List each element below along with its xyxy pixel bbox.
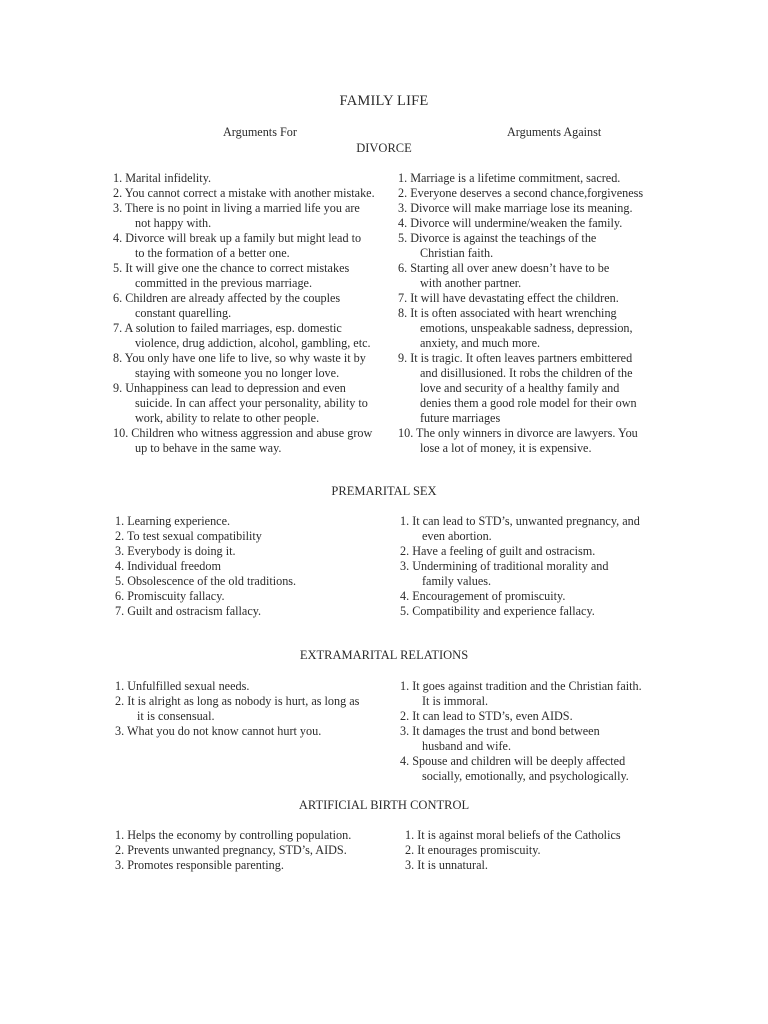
argument-item [398,231,643,261]
argument-item [113,171,375,186]
argument-text: 1. Unfulfilled sexual needs. [115,679,250,693]
argument-item [400,544,640,559]
argument-text: 2. Everyone deserves a second chance,forgiveness [398,186,644,200]
argument-item [113,426,375,456]
argument-continuation: anxiety, and much more. [420,336,541,350]
argument-text: 3. Promotes responsible parenting. [115,858,284,872]
argument-text: 3. There is no point in living a married life you are [113,201,360,215]
argument-item [398,306,643,351]
argument-text: 4. Divorce will undermine/weaken the family. [398,216,623,230]
argument-text: 2. It can lead to STD’s, even AIDS. [400,709,573,723]
argument-item [115,858,351,873]
argument-text: 2. It is alright as long as nobody is hurt, as long as [115,694,360,708]
argument-continuation: socially, emotionally, and psychologically. [422,769,629,783]
argument-text: 10. Children who witness aggression and abuse grow [113,426,373,440]
premarital-for-list [115,514,296,619]
argument-text: 7. It will have devastating effect the children. [398,291,619,305]
argument-item [400,514,640,544]
argument-text: 9. It is tragic. It often leaves partners embittered [398,351,633,365]
argument-continuation: family values. [422,574,492,588]
argument-text: 1. Helps the economy by controlling population. [115,828,352,842]
argument-continuation: husband and wife. [422,739,512,753]
section-title-premarital-sex: PREMARITAL SEX [331,484,437,498]
argument-continuation: It is immoral. [422,694,489,708]
argument-text: 2. You cannot correct a mistake with another mistake. [113,186,375,200]
argument-item [115,559,296,574]
argument-continuation: lose a lot of money, it is expensive. [420,441,592,455]
extramarital-for-list [115,679,359,739]
argument-text: 1. Marital infidelity. [113,171,212,185]
argument-continuation: emotions, unspeakable sadness, depression, [420,321,633,335]
argument-text: 1. It is against moral beliefs of the Catholics [405,828,621,842]
argument-item [113,321,375,351]
argument-continuation: work, ability to relate to other people. [135,411,320,425]
argument-item [398,216,643,231]
argument-item [400,679,642,709]
argument-item [398,426,643,456]
argument-text: 4. Individual freedom [115,559,221,573]
page-title: FAMILY LIFE [339,93,429,109]
argument-item [405,858,621,873]
argument-text: 7. A solution to failed marriages, esp. domestic [113,321,342,335]
argument-item [113,351,375,381]
argument-item [115,828,351,843]
argument-text: 7. Guilt and ostracism fallacy. [115,604,262,618]
argument-continuation: denies them a good role model for their own [420,396,637,410]
section-title-divorce: DIVORCE [356,141,412,155]
birth-control-for-list [115,828,351,873]
argument-item [398,351,643,426]
section-title-extramarital: EXTRAMARITAL RELATIONS [299,648,469,662]
argument-item [113,231,375,261]
argument-continuation: it is consensual. [137,709,215,723]
column-header-against: Arguments Against [507,125,602,139]
argument-item [115,724,359,739]
argument-item [398,201,643,216]
argument-text: 2. Have a feeling of guilt and ostracism. [400,544,596,558]
argument-continuation: even abortion. [422,529,492,543]
argument-item [400,724,642,754]
argument-text: 5. It will give one the chance to correct mistakes [113,261,350,275]
section-title-birth-control: ARTIFICIAL BIRTH CONTROL [298,798,470,812]
argument-item [115,574,296,589]
argument-item [115,694,359,724]
argument-item [115,544,296,559]
argument-text: 8. It is often associated with heart wrenching [398,306,617,320]
argument-text: 1. Marriage is a lifetime commitment, sacred. [398,171,621,185]
argument-continuation: with another partner. [420,276,522,290]
premarital-against-list [400,514,640,619]
argument-text: 2. To test sexual compatibility [115,529,262,543]
argument-continuation: and disillusioned. It robs the children of the [420,366,633,380]
argument-continuation: future marriages [420,411,501,425]
argument-item [113,291,375,321]
extramarital-against-list [400,679,642,784]
argument-text: 3. It damages the trust and bond between [400,724,600,738]
argument-item [115,514,296,529]
argument-item [400,589,640,604]
argument-item [113,261,375,291]
argument-item [115,604,296,619]
divorce-for-list [113,171,375,456]
argument-text: 3. It is unnatural. [405,858,488,872]
argument-text: 3. Everybody is doing it. [115,544,236,558]
argument-text: 4. Encouragement of promiscuity. [400,589,566,603]
argument-continuation: constant quarelling. [135,306,232,320]
argument-continuation: violence, drug addiction, alcohol, gambling, etc. [135,336,371,350]
argument-text: 10. The only winners in divorce are lawyers. You [398,426,638,440]
argument-text: 1. It can lead to STD’s, unwanted pregnancy, and [400,514,640,528]
argument-continuation: love and security of a healthy family and [420,381,620,395]
argument-text: 1. It goes against tradition and the Christian faith. [400,679,642,693]
argument-item [113,186,375,201]
birth-control-against-list [405,828,621,873]
argument-item [398,291,643,306]
argument-item [113,381,375,426]
column-header-for: Arguments For [223,125,297,139]
argument-text: 3. What you do not know cannot hurt you. [115,724,322,738]
argument-item [115,589,296,604]
argument-text: 2. It enourages promiscuity. [405,843,541,857]
argument-item [398,261,643,291]
argument-continuation: suicide. In can affect your personality, ability to [135,396,368,410]
argument-item [400,709,642,724]
argument-text: 1. Learning experience. [115,514,231,528]
argument-text: 9. Unhappiness can lead to depression and even [113,381,346,395]
argument-text: 3. Undermining of traditional morality and [400,559,609,573]
argument-item [398,186,643,201]
argument-item [400,604,640,619]
argument-text: 6. Children are already affected by the couples [113,291,341,305]
argument-continuation: to the formation of a better one. [135,246,290,260]
argument-continuation: up to behave in the same way. [135,441,282,455]
argument-item [115,529,296,544]
argument-text: 5. Divorce is against the teachings of the [398,231,597,245]
argument-text: 4. Spouse and children will be deeply affected [400,754,626,768]
argument-text: 3. Divorce will make marriage lose its meaning. [398,201,633,215]
argument-item [398,171,643,186]
argument-text: 6. Starting all over anew doesn’t have to be [398,261,610,275]
argument-continuation: Christian faith. [420,246,494,260]
argument-item [405,843,621,858]
argument-item [113,201,375,231]
argument-text: 6. Promiscuity fallacy. [115,589,225,603]
argument-text: 5. Compatibility and experience fallacy. [400,604,595,618]
argument-item [115,679,359,694]
divorce-against-list [398,171,643,456]
argument-item [115,843,351,858]
argument-continuation: staying with someone you no longer love. [135,366,340,380]
argument-text: 4. Divorce will break up a family but might lead to [113,231,362,245]
argument-text: 5. Obsolescence of the old traditions. [115,574,297,588]
argument-item [400,754,642,784]
argument-continuation: not happy with. [135,216,212,230]
argument-text: 8. You only have one life to live, so why waste it by [113,351,366,365]
argument-item [400,559,640,589]
argument-item [405,828,621,843]
argument-continuation: committed in the previous marriage. [135,276,313,290]
argument-text: 2. Prevents unwanted pregnancy, STD’s, AIDS. [115,843,347,857]
